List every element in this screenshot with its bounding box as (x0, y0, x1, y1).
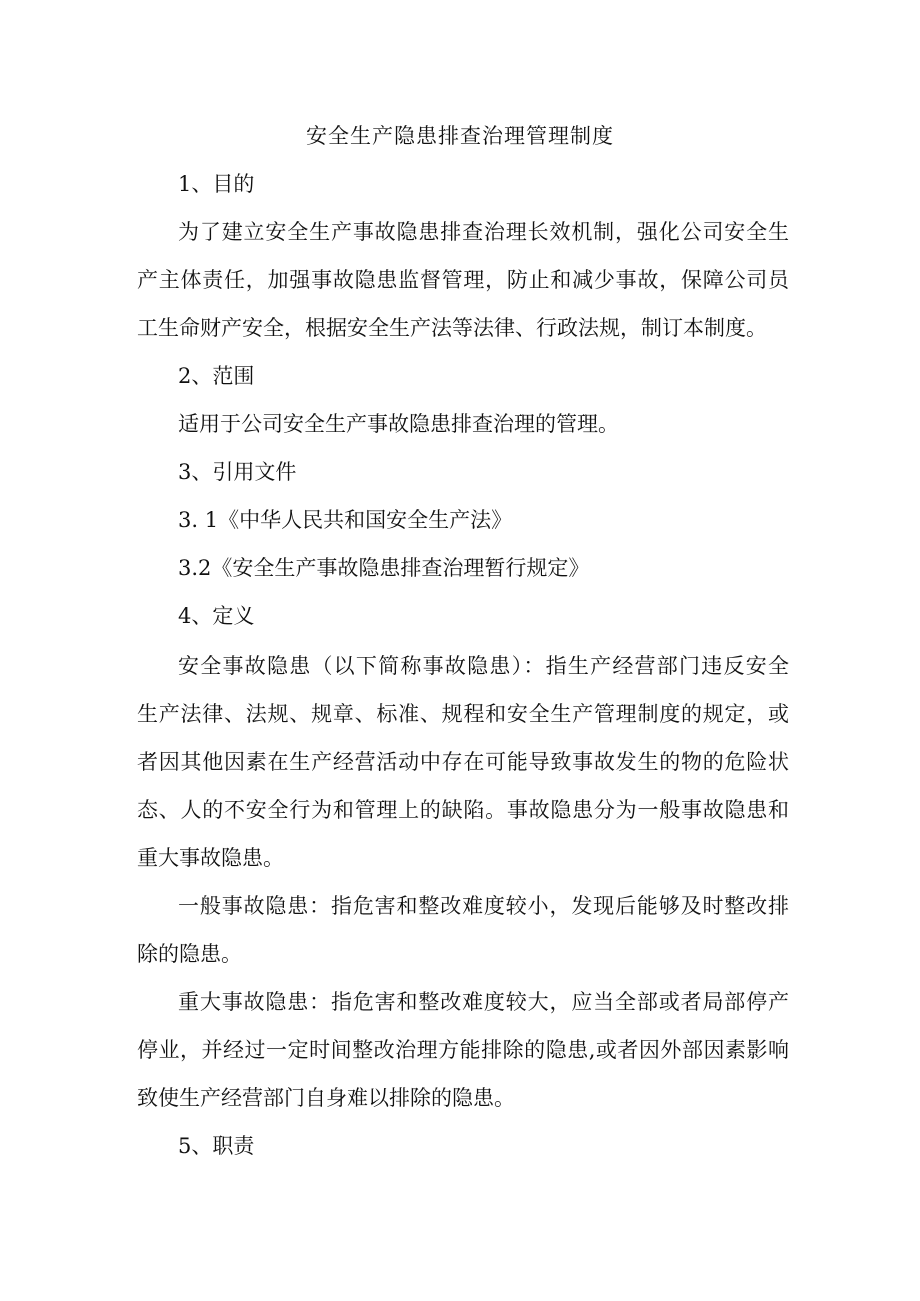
section-1-para-line: 为了建立安全生产事故隐患排查治理长效机制，强化公司安全生 (178, 220, 789, 244)
section-1-para-line: 产主体责任，加强事故隐患监督管理，防止和减少事故，保障公司员 (137, 268, 789, 292)
section-5-heading: 5、职责 (178, 1134, 255, 1158)
definition-1-line: 者因其他因素在生产经营活动中存在可能导致事故发生的物的危险状 (137, 750, 789, 774)
section-3-item: 3.2《安全生产事故隐患排查治理暂行规定》 (178, 556, 590, 580)
section-1-para-line: 工生命财产安全，根据安全生产法等法律、行政法规，制订本制度。 (137, 316, 767, 340)
definition-2-line: 除的隐患。 (137, 942, 242, 966)
definition-3-line: 停业，并经过一定时间整改治理方能排除的隐患,或者因外部因素影响 (137, 1038, 789, 1062)
definition-2-line: 一般事故隐患：指危害和整改难度较小，发现后能够及时整改排 (178, 894, 789, 918)
section-2-heading: 2、范围 (178, 364, 255, 388)
section-4-heading: 4、定义 (178, 604, 255, 628)
definition-1-line: 生产法律、法规、规章、标准、规程和安全生产管理制度的规定，或 (137, 702, 789, 726)
definition-1-line: 安全事故隐患（以下简称事故隐患）：指生产经营部门违反安全 (178, 654, 789, 678)
definition-1-line: 态、人的不安全行为和管理上的缺陷。事故隐患分为一般事故隐患和 (137, 798, 789, 822)
section-1-heading: 1、目的 (178, 172, 255, 196)
document-title: 安全生产隐患排查治理管理制度 (306, 124, 614, 148)
section-3-item: 3. 1《中华人民共和国安全生产法》 (178, 508, 513, 532)
section-3-heading: 3、引用文件 (178, 460, 297, 484)
section-2-para-line: 适用于公司安全生产事故隐患排查治理的管理。 (178, 412, 619, 436)
definition-1-line: 重大事故隐患。 (137, 846, 284, 870)
definition-3-line: 致使生产经营部门自身难以排除的隐患。 (137, 1086, 515, 1110)
definition-3-line: 重大事故隐患：指危害和整改难度较大，应当全部或者局部停产 (178, 990, 789, 1014)
